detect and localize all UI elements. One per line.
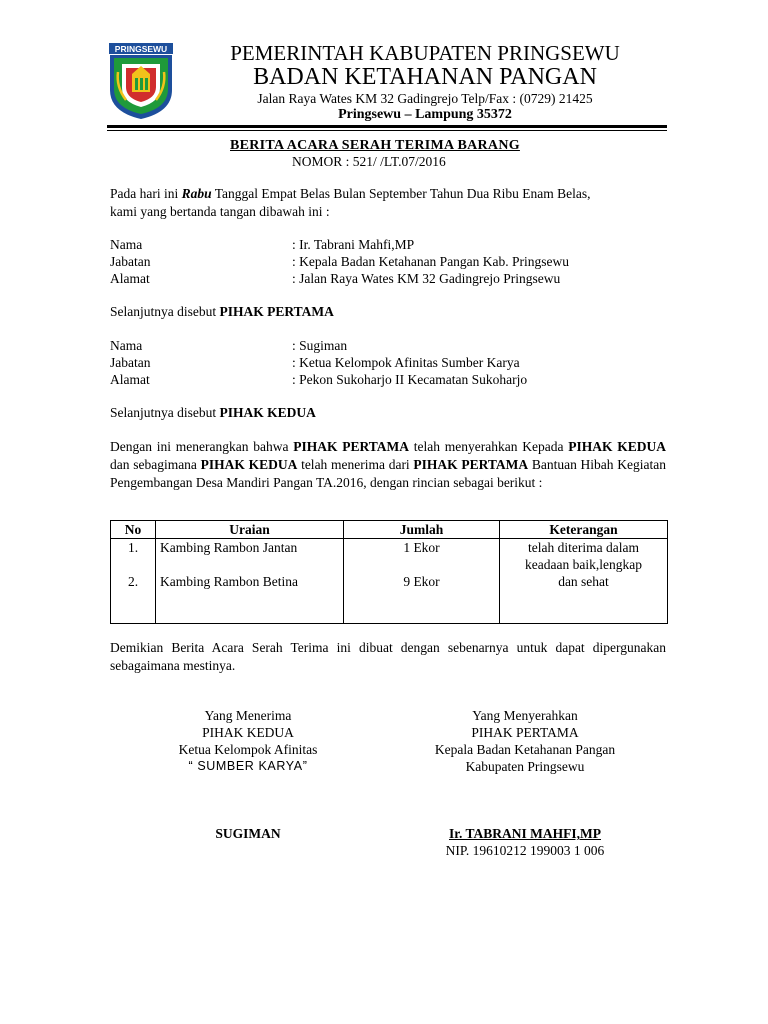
statement-s4: PIHAK KEDUA <box>568 439 666 454</box>
p1-jabatan-label: Jabatan <box>110 254 151 269</box>
cell-keterangan <box>500 539 668 624</box>
p2-nama-value: : Sugiman <box>292 338 348 353</box>
signature-right <box>405 707 645 859</box>
p2-alamat-value: : Pekon Sukoharjo II Kecamatan Sukoharjo <box>292 372 528 387</box>
closing-paragraph: Demikian Berita Acara Serah Terima ini dibuat dengan sebenarnya untuk dapat dipergunakan sebagaimana mestinya. <box>110 640 666 673</box>
sign-left-group: “ SUMBER KARYA” <box>188 759 308 773</box>
statement-s6: PIHAK KEDUA <box>200 457 298 472</box>
p1-nama-label: Nama <box>110 237 143 252</box>
sign-left-party: PIHAK KEDUA <box>202 725 294 740</box>
p1-designation <box>110 304 334 320</box>
table-row <box>111 539 668 624</box>
statement-s8: PIHAK PERTAMA <box>413 457 529 472</box>
cell-no <box>111 539 156 624</box>
cell-jumlah <box>344 539 500 624</box>
row1-no: 1. <box>127 540 139 555</box>
row2-uraian: Kambing Rambon Betina <box>160 574 298 589</box>
sign-left-name: SUGIMAN <box>215 826 281 841</box>
p2-alamat-label: Alamat <box>110 372 150 387</box>
sign-left-role: Yang Menerima <box>204 708 292 723</box>
header-no: No <box>111 521 156 539</box>
row1-uraian: Kambing Rambon Jantan <box>160 540 298 555</box>
p1-designation-name: PIHAK PERTAMA <box>219 304 334 319</box>
document-title: BERITA ACARA SERAH TERIMA BARANG <box>230 138 520 153</box>
header-address: Jalan Raya Wates KM 32 Gadingrejo Telp/Fax : (0729) 21425 <box>257 91 593 106</box>
sign-right-region: Kabupaten Pringsewu <box>465 759 585 774</box>
statement-s1: Dengan ini menerangkan bahwa <box>110 439 294 454</box>
statement-paragraph <box>110 438 666 492</box>
statement-s9: Bantuan Hibah Kegiatan Pengembangan Desa Mandiri Pangan TA.2016, dengan rincian sebagai berikut : <box>110 457 666 490</box>
header-uraian: Uraian <box>156 521 344 539</box>
keterangan-line3: dan sehat <box>558 574 609 589</box>
keterangan-line2: keadaan baik,lengkap <box>525 557 642 572</box>
sign-right-name: Ir. TABRANI MAHFI,MP <box>448 826 601 841</box>
row1-jumlah: 1 Ekor <box>403 540 440 555</box>
header-government: PEMERINTAH KABUPATEN PRINGSEWU <box>230 41 620 65</box>
p2-jabatan-value: : Ketua Kelompok Afinitas Sumber Karya <box>292 355 520 370</box>
sign-right-nip: NIP. 19610212 199003 1 006 <box>445 843 605 858</box>
signature-left <box>148 707 348 842</box>
p1-alamat-value: : Jalan Raya Wates KM 32 Gadingrejo Pringsewu <box>292 271 561 286</box>
p2-designation <box>110 405 316 421</box>
header-city: Pringsewu – Lampung 35372 <box>338 107 512 122</box>
p2-nama-label: Nama <box>110 338 143 353</box>
items-table <box>110 520 668 624</box>
header-rule <box>107 125 667 128</box>
intro-paragraph <box>110 185 666 221</box>
p1-designation-prefix: Selanjutnya disebut <box>110 304 220 319</box>
header-rule-thin <box>107 130 667 131</box>
statement-s5: dan sebagimana <box>110 457 201 472</box>
table-header-row <box>111 521 668 539</box>
p1-alamat-label: Alamat <box>110 271 150 286</box>
cell-uraian <box>156 539 344 624</box>
statement-s3: telah menyerahkan Kepada <box>409 439 569 454</box>
keterangan-line1: telah diterima dalam <box>528 540 639 555</box>
document-number: NOMOR : 521/ /LT.07/2016 <box>292 154 446 169</box>
intro-text-c: kami yang bertanda tangan dibawah ini : <box>110 204 330 219</box>
sign-right-title: Kepala Badan Ketahanan Pangan <box>434 742 616 757</box>
sign-right-role: Yang Menyerahkan <box>472 708 578 723</box>
statement-s2: PIHAK PERTAMA <box>293 439 409 454</box>
sign-right-party: PIHAK PERTAMA <box>471 725 579 740</box>
sign-left-title: Ketua Kelompok Afinitas <box>178 742 318 757</box>
header-jumlah: Jumlah <box>344 521 500 539</box>
intro-text-a: Pada hari ini <box>110 186 182 201</box>
logo-text: PRINGSEWU <box>114 44 168 54</box>
statement-s7: telah menerima dari <box>297 457 414 472</box>
header-keterangan: Keterangan <box>500 521 668 539</box>
row2-jumlah: 9 Ekor <box>403 574 440 589</box>
row2-no: 2. <box>127 574 139 589</box>
p2-designation-prefix: Selanjutnya disebut <box>110 405 220 420</box>
intro-day: Rabu <box>181 186 212 201</box>
p1-nama-value: : Ir. Tabrani Mahfi,MP <box>292 237 415 252</box>
p1-jabatan-value: : Kepala Badan Ketahanan Pangan Kab. Pringsewu <box>292 254 570 269</box>
header-agency: BADAN KETAHANAN PANGAN <box>253 64 597 90</box>
p2-designation-name: PIHAK KEDUA <box>219 405 316 420</box>
p2-jabatan-label: Jabatan <box>110 355 151 370</box>
intro-text-b: Tanggal Empat Belas Bulan September Tahun Dua Ribu Enam Belas, <box>211 186 591 201</box>
